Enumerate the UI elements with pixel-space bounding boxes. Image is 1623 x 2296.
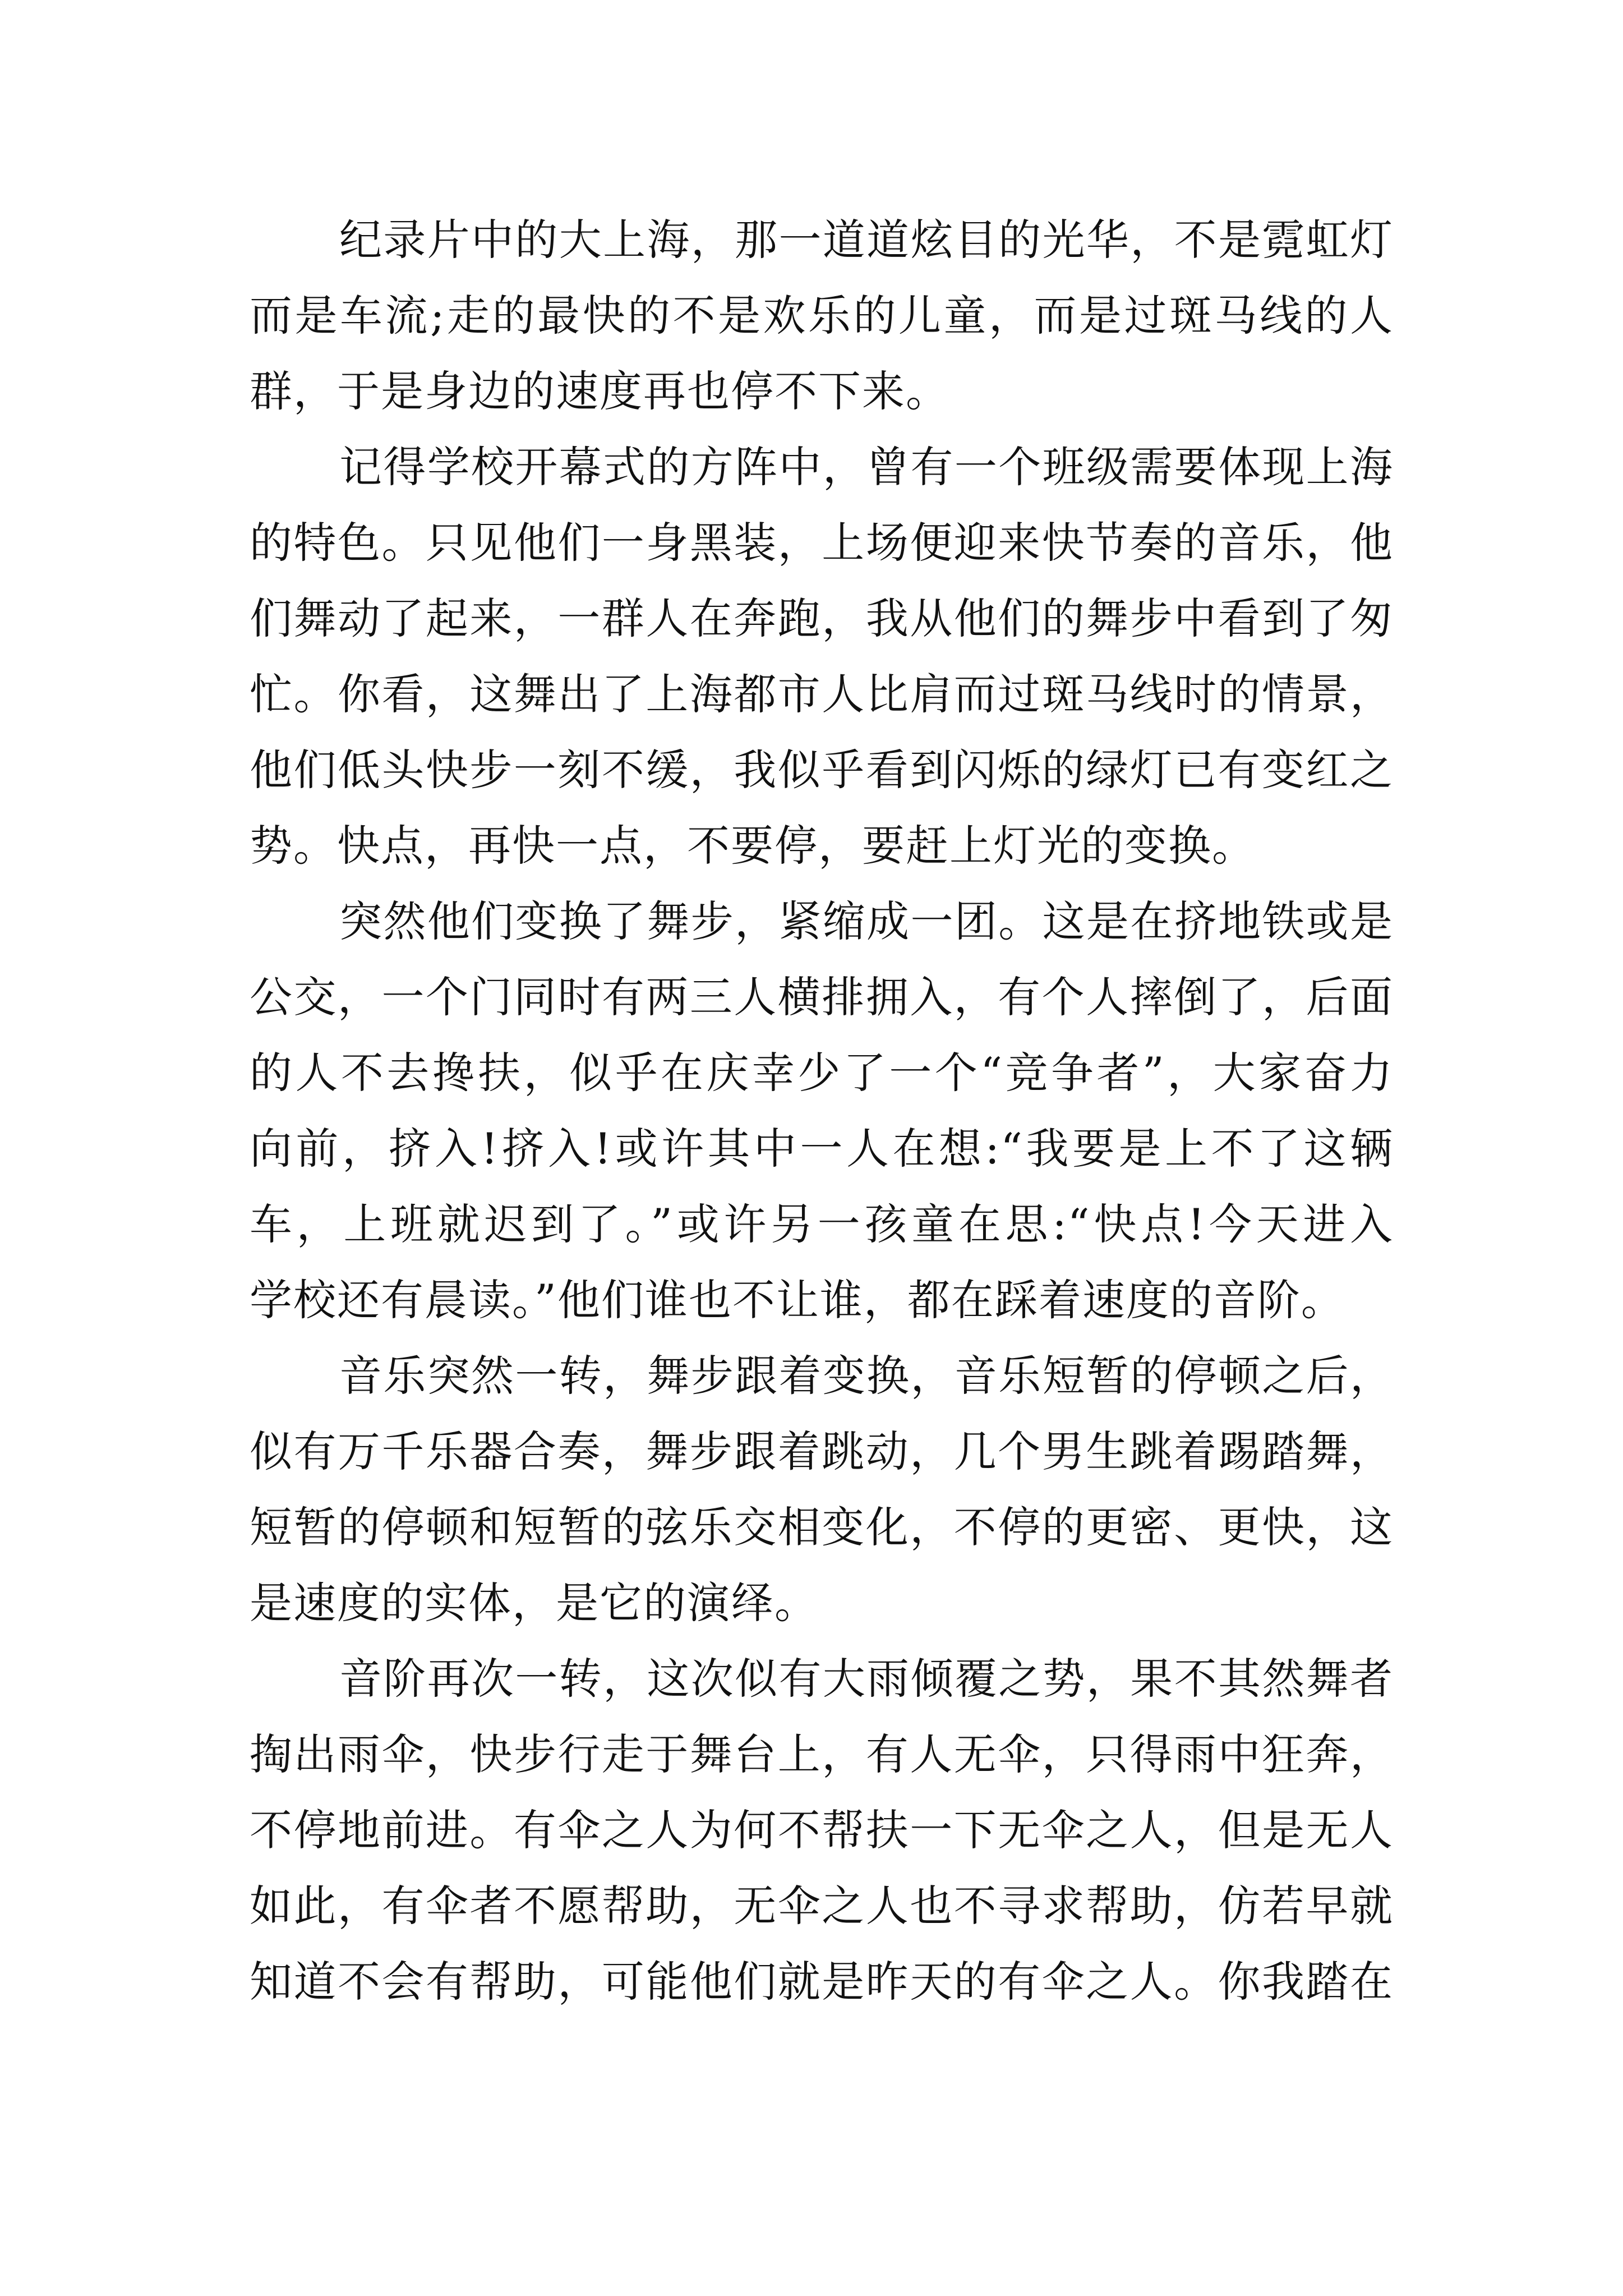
text-line: 掏出雨伞，快步行走于舞台上，有人无伞，只得雨中狂奔，: [250, 1729, 1394, 1779]
text-line: 似有万千乐器合奏，舞步跟着跳动，几个男生跳着踢踏舞，: [250, 1427, 1394, 1476]
document-body: [250, 202, 1394, 2019]
text-line: 势。快点，再快一点，不要停，要赶上灯光的变换。: [250, 821, 1256, 871]
text-line: 而是车流;走的最快的不是欢乐的儿童，而是过斑马线的人: [250, 291, 1394, 341]
text-line: 向前，挤入!挤入!或许其中一人在想:“我要是上不了这辆: [250, 1124, 1394, 1174]
text-line: 们舞动了起来，一群人在奔跑，我从他们的舞步中看到了匆: [250, 593, 1394, 643]
text-line: 的特色。只见他们一身黑装，上场便迎来快节奏的音乐，他: [250, 518, 1394, 568]
text-line: 群，于是身边的速度再也停不下来。: [250, 366, 949, 416]
text-line: 音阶再次一转，这次似有大雨倾覆之势，果不其然舞者: [339, 1654, 1394, 1704]
text-line: 突然他们变换了舞步，紧缩成一团。这是在挤地铁或是: [339, 896, 1394, 946]
text-line: 音乐突然一转，舞步跟着变换，音乐短暂的停顿之后，: [339, 1351, 1394, 1401]
text-line: 短暂的停顿和短暂的弦乐交相变化，不停的更密、更快，这: [250, 1502, 1394, 1552]
text-line: 他们低头快步一刻不缓，我似乎看到闪烁的绿灯已有变红之: [250, 745, 1394, 795]
text-line: 车，上班就迟到了。”或许另一孩童在思:“快点!今天进入: [250, 1199, 1394, 1249]
text-line: 记得学校开幕式的方阵中，曾有一个班级需要体现上海: [339, 442, 1394, 492]
text-line: 纪录片中的大上海，那一道道炫目的光华，不是霓虹灯: [339, 215, 1394, 265]
text-line: 如此，有伞者不愿帮助，无伞之人也不寻求帮助，仿若早就: [250, 1881, 1394, 1931]
text-line: 不停地前进。有伞之人为何不帮扶一下无伞之人，但是无人: [250, 1805, 1394, 1855]
text-line: 学校还有晨读。”他们谁也不让谁，都在踩着速度的音阶。: [250, 1275, 1345, 1325]
text-line: 公交，一个门同时有两三人横排拥入，有个人摔倒了，后面: [250, 972, 1394, 1022]
text-line: 的人不去搀扶，似乎在庆幸少了一个“竞争者”，大家奋力: [250, 1048, 1394, 1098]
text-line: 是速度的实体，是它的演绎。: [250, 1578, 818, 1628]
text-line: 知道不会有帮助，可能他们就是昨天的有伞之人。你我踏在: [250, 1957, 1394, 2007]
text-line: 忙。你看，这舞出了上海都市人比肩而过斑马线时的情景，: [250, 669, 1394, 719]
